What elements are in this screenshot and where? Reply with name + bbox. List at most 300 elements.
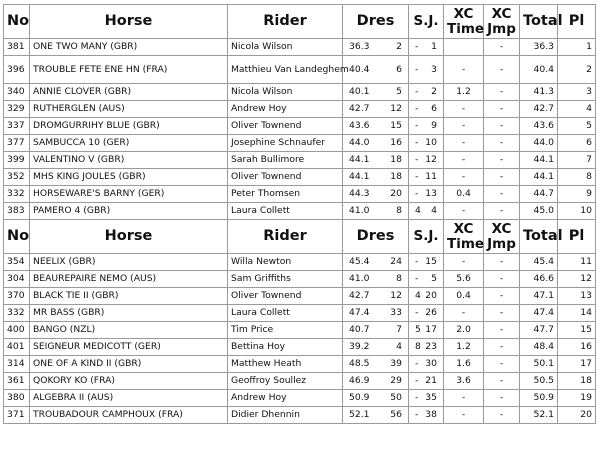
cell-rider: Geoffroy Soullez [228,373,343,390]
cell-dres-score: 48.5 [349,358,370,369]
cell-dres-rank: 20 [390,188,402,199]
cell-rider: Willa Newton [228,254,343,271]
cell-dres-score: 40.7 [349,324,370,335]
cell-pl: 8 [558,169,596,186]
cell-rider: Josephine Schnaufer [228,135,343,152]
cell-sj-rank: 35 [425,392,437,403]
cell-xc-time: - [444,254,484,271]
cell-dres-score: 45.4 [349,256,370,267]
header-sj: S.J. [409,5,444,39]
cell-horse: HORSEWARE'S BARNY (GER) [30,186,228,203]
cell-xc-time: - [444,390,484,407]
cell-horse: PAMERO 4 (GBR) [30,203,228,220]
cell-dres [343,322,409,339]
cell-dres-rank: 5 [396,86,402,97]
cell-dres-score: 41.0 [349,273,370,284]
cell-dres [343,39,409,56]
table-row [4,271,596,288]
cell-xc-time: - [444,203,484,220]
cell-sj-score: 4 [415,290,421,301]
cell-sj [409,254,444,271]
section1-header-row [4,5,596,39]
header-xc-time: XC Time [444,5,484,39]
cell-dres-score: 41.0 [349,205,370,216]
header-horse: Horse [30,220,228,254]
header-xc-jmp: XC Jmp [484,220,520,254]
results-table [3,4,596,424]
cell-total: 47.4 [520,305,558,322]
cell-dres [343,288,409,305]
cell-no: 380 [4,390,30,407]
cell-dres-rank: 56 [390,409,402,420]
cell-dres [343,339,409,356]
cell-sj-score: 5 [415,324,421,335]
cell-no: 329 [4,101,30,118]
cell-no: 401 [4,339,30,356]
cell-total: 41.3 [520,84,558,101]
cell-total: 44.0 [520,135,558,152]
cell-dres-score: 46.9 [349,375,370,386]
cell-sj-score: - [415,375,419,386]
cell-rider: Didier Dhennin [228,407,343,424]
cell-xc-time: 1.2 [444,84,484,101]
header-pl: Pl [558,5,596,39]
table-row [4,101,596,118]
cell-dres [343,56,409,84]
cell-sj [409,390,444,407]
cell-sj-rank: 5 [431,273,437,284]
cell-horse: ANNIE CLOVER (GBR) [30,84,228,101]
table-row [4,152,596,169]
cell-xc-jmp: - [484,373,520,390]
cell-dres-rank: 8 [396,205,402,216]
cell-dres [343,84,409,101]
cell-no: 340 [4,84,30,101]
cell-dres [343,373,409,390]
cell-sj-score: - [415,392,419,403]
cell-total: 40.4 [520,56,558,84]
cell-total: 36.3 [520,39,558,56]
cell-sj [409,152,444,169]
header-xc-jmp: XC Jmp [484,5,520,39]
cell-dres-rank: 18 [390,171,402,182]
cell-xc-time: 1.6 [444,356,484,373]
cell-dres-score: 50.9 [349,392,370,403]
cell-sj-score: - [415,41,419,52]
cell-xc-jmp: - [484,339,520,356]
cell-xc-jmp: - [484,356,520,373]
cell-sj [409,339,444,356]
cell-xc-time: - [444,169,484,186]
cell-xc-jmp: - [484,288,520,305]
table-row [4,84,596,101]
cell-rider: Bettina Hoy [228,339,343,356]
cell-pl: 17 [558,356,596,373]
cell-pl: 20 [558,407,596,424]
cell-dres-rank: 29 [390,375,402,386]
cell-sj-score: - [415,154,419,165]
cell-sj-score: - [415,63,419,75]
cell-sj [409,373,444,390]
cell-dres [343,203,409,220]
cell-total: 47.7 [520,322,558,339]
cell-xc-time: 0.4 [444,186,484,203]
cell-horse: TROUBLE FETE ENE HN (FRA) [30,56,228,84]
cell-sj-rank: 13 [425,188,437,199]
header-sj: S.J. [409,220,444,254]
cell-dres-score: 44.1 [349,171,370,182]
cell-xc-time: 5.6 [444,271,484,288]
table-row [4,39,596,56]
cell-dres-score: 39.2 [349,341,370,352]
cell-horse: QOKORY KO (FRA) [30,373,228,390]
cell-xc-jmp: - [484,84,520,101]
cell-pl: 13 [558,288,596,305]
cell-rider: Oliver Townend [228,288,343,305]
cell-sj-score: - [415,256,419,267]
cell-dres [343,356,409,373]
cell-dres-rank: 8 [396,273,402,284]
table-row [4,390,596,407]
cell-pl: 12 [558,271,596,288]
cell-rider: Matthew Heath [228,356,343,373]
cell-sj-rank: 12 [425,154,437,165]
cell-xc-jmp: - [484,271,520,288]
cell-sj-rank: 3 [431,63,437,75]
cell-xc-jmp: - [484,390,520,407]
cell-sj [409,305,444,322]
header-rider: Rider [228,220,343,254]
cell-sj-rank: 1 [431,41,437,52]
cell-sj-score: - [415,103,419,114]
cell-sj-rank: 23 [425,341,437,352]
cell-horse: SAMBUCCA 10 (GER) [30,135,228,152]
cell-sj-rank: 4 [431,205,437,216]
cell-rider: Nicola Wilson [228,39,343,56]
cell-pl: 14 [558,305,596,322]
cell-dres-score: 36.3 [349,41,370,52]
cell-dres-score: 52.1 [349,409,370,420]
cell-xc-jmp: - [484,169,520,186]
cell-no: 304 [4,271,30,288]
cell-dres-score: 40.1 [349,86,370,97]
cell-xc-jmp: - [484,39,520,56]
cell-dres-score: 44.0 [349,137,370,148]
cell-sj-score: - [415,188,419,199]
cell-no: 361 [4,373,30,390]
cell-rider: Tim Price [228,322,343,339]
cell-no: 354 [4,254,30,271]
cell-total: 44.1 [520,169,558,186]
cell-total: 46.6 [520,271,558,288]
cell-total: 45.0 [520,203,558,220]
table-row [4,56,596,84]
cell-rider: Laura Collett [228,305,343,322]
cell-horse: MHS KING JOULES (GBR) [30,169,228,186]
cell-total: 44.7 [520,186,558,203]
cell-dres [343,135,409,152]
cell-total: 42.7 [520,101,558,118]
cell-sj-score: - [415,137,419,148]
cell-pl: 9 [558,186,596,203]
cell-no: 399 [4,152,30,169]
cell-no: 377 [4,135,30,152]
cell-no: 332 [4,186,30,203]
cell-xc-time [444,39,484,56]
cell-no: 352 [4,169,30,186]
cell-sj [409,407,444,424]
cell-dres-score: 40.4 [349,63,370,75]
cell-horse: BLACK TIE II (GBR) [30,288,228,305]
cell-no: 381 [4,39,30,56]
cell-sj-score: 8 [415,341,421,352]
cell-dres-score: 42.7 [349,103,370,114]
cell-dres-rank: 12 [390,290,402,301]
cell-sj-rank: 15 [425,256,437,267]
cell-total: 52.1 [520,407,558,424]
cell-rider: Laura Collett [228,203,343,220]
cell-xc-jmp: - [484,305,520,322]
cell-total: 45.4 [520,254,558,271]
cell-xc-jmp: - [484,56,520,84]
cell-pl: 18 [558,373,596,390]
cell-total: 50.5 [520,373,558,390]
cell-dres-rank: 24 [390,256,402,267]
cell-sj [409,56,444,84]
cell-rider: Matthieu Van Landeghem [228,56,343,84]
cell-dres [343,254,409,271]
cell-xc-jmp: - [484,407,520,424]
header-horse: Horse [30,5,228,39]
cell-horse: NEELIX (GBR) [30,254,228,271]
cell-total: 47.1 [520,288,558,305]
cell-sj [409,101,444,118]
cell-pl: 6 [558,135,596,152]
cell-pl: 16 [558,339,596,356]
cell-dres-rank: 7 [396,324,402,335]
cell-sj-rank: 6 [431,103,437,114]
cell-rider: Oliver Townend [228,118,343,135]
cell-sj-rank: 2 [431,86,437,97]
cell-rider: Nicola Wilson [228,84,343,101]
cell-dres [343,390,409,407]
cell-pl: 10 [558,203,596,220]
cell-horse: RUTHERGLEN (AUS) [30,101,228,118]
cell-sj-score: - [415,86,419,97]
cell-dres [343,305,409,322]
cell-sj-score: - [415,273,419,284]
cell-sj-rank: 38 [425,409,437,420]
table-row [4,373,596,390]
cell-dres [343,152,409,169]
header-xc-time: XC Time [444,220,484,254]
cell-xc-time: 0.4 [444,288,484,305]
cell-dres [343,101,409,118]
cell-xc-jmp: - [484,203,520,220]
cell-pl: 3 [558,84,596,101]
cell-pl: 5 [558,118,596,135]
cell-total: 50.9 [520,390,558,407]
cell-xc-jmp: - [484,101,520,118]
cell-horse: ONE TWO MANY (GBR) [30,39,228,56]
cell-dres [343,118,409,135]
cell-sj-score: - [415,307,419,318]
cell-no: 371 [4,407,30,424]
cell-dres-score: 47.4 [349,307,370,318]
cell-dres-rank: 12 [390,103,402,114]
cell-rider: Peter Thomsen [228,186,343,203]
cell-dres-score: 42.7 [349,290,370,301]
cell-xc-time: 1.2 [444,339,484,356]
cell-sj [409,356,444,373]
cell-xc-jmp: - [484,152,520,169]
cell-no: 314 [4,356,30,373]
cell-pl: 19 [558,390,596,407]
cell-pl: 2 [558,56,596,84]
cell-xc-jmp: - [484,322,520,339]
cell-sj-rank: 30 [425,358,437,369]
cell-dres [343,271,409,288]
cell-no: 383 [4,203,30,220]
cell-sj [409,169,444,186]
cell-dres-rank: 4 [396,341,402,352]
header-pl: Pl [558,220,596,254]
cell-xc-time: 2.0 [444,322,484,339]
cell-xc-time: - [444,135,484,152]
cell-sj [409,39,444,56]
cell-horse: SEIGNEUR MEDICOTT (GER) [30,339,228,356]
header-total: Total [520,5,558,39]
cell-horse: MR BASS (GBR) [30,305,228,322]
cell-no: 396 [4,56,30,84]
table-row [4,186,596,203]
cell-dres-rank: 2 [396,41,402,52]
cell-sj [409,186,444,203]
cell-dres [343,186,409,203]
cell-rider: Andrew Hoy [228,101,343,118]
cell-sj-rank: 26 [425,307,437,318]
cell-dres-rank: 33 [390,307,402,318]
header-dres: Dres [343,5,409,39]
cell-dres-score: 44.1 [349,154,370,165]
section2-header-row [4,220,596,254]
cell-xc-jmp: - [484,254,520,271]
cell-sj [409,271,444,288]
table-row [4,135,596,152]
cell-xc-time: 3.6 [444,373,484,390]
cell-dres-rank: 6 [396,63,402,75]
cell-no: 400 [4,322,30,339]
cell-pl: 7 [558,152,596,169]
cell-no: 370 [4,288,30,305]
cell-horse: DROMGURRIHY BLUE (GBR) [30,118,228,135]
cell-pl: 1 [558,39,596,56]
header-no: No [4,220,30,254]
cell-dres [343,407,409,424]
header-no: No [4,5,30,39]
cell-horse: BEAUREPAIRE NEMO (AUS) [30,271,228,288]
header-dres: Dres [343,220,409,254]
cell-no: 337 [4,118,30,135]
table-row [4,356,596,373]
table-row [4,339,596,356]
cell-sj-rank: 21 [425,375,437,386]
cell-sj-score: - [415,409,419,420]
cell-sj-score: - [415,120,419,131]
table-row [4,288,596,305]
table-row [4,118,596,135]
cell-dres-rank: 50 [390,392,402,403]
cell-xc-jmp: - [484,135,520,152]
cell-dres-rank: 39 [390,358,402,369]
table-row [4,322,596,339]
cell-sj-rank: 11 [425,171,437,182]
cell-horse: BANGO (NZL) [30,322,228,339]
cell-no: 332 [4,305,30,322]
cell-dres-score: 44.3 [349,188,370,199]
cell-xc-time: - [444,407,484,424]
cell-total: 43.6 [520,118,558,135]
table-row [4,169,596,186]
cell-sj [409,135,444,152]
cell-rider: Andrew Hoy [228,390,343,407]
cell-pl: 15 [558,322,596,339]
table-row [4,305,596,322]
cell-xc-time: - [444,101,484,118]
table-row [4,407,596,424]
cell-dres [343,169,409,186]
header-total: Total [520,220,558,254]
cell-xc-time: - [444,152,484,169]
cell-sj [409,118,444,135]
cell-xc-jmp: - [484,118,520,135]
cell-sj-rank: 10 [425,137,437,148]
cell-sj-score: 4 [415,205,421,216]
cell-sj-rank: 17 [425,324,437,335]
cell-dres-score: 43.6 [349,120,370,131]
cell-horse: ONE OF A KIND II (GBR) [30,356,228,373]
cell-sj [409,322,444,339]
table-row [4,203,596,220]
cell-sj [409,84,444,101]
cell-sj-rank: 9 [431,120,437,131]
cell-sj-score: - [415,171,419,182]
cell-xc-time: - [444,305,484,322]
cell-sj [409,203,444,220]
cell-horse: TROUBADOUR CAMPHOUX (FRA) [30,407,228,424]
cell-xc-jmp: - [484,186,520,203]
cell-horse: ALGEBRA II (AUS) [30,390,228,407]
cell-xc-time: - [444,56,484,84]
cell-pl: 11 [558,254,596,271]
cell-sj-rank: 20 [425,290,437,301]
cell-horse: VALENTINO V (GBR) [30,152,228,169]
cell-total: 44.1 [520,152,558,169]
cell-rider: Sarah Bullimore [228,152,343,169]
cell-pl: 4 [558,101,596,118]
header-rider: Rider [228,5,343,39]
cell-rider: Sam Griffiths [228,271,343,288]
cell-dres-rank: 16 [390,137,402,148]
cell-total: 48.4 [520,339,558,356]
table-row [4,254,596,271]
cell-sj-score: - [415,358,419,369]
cell-rider: Oliver Townend [228,169,343,186]
cell-total: 50.1 [520,356,558,373]
cell-xc-time: - [444,118,484,135]
cell-dres-rank: 18 [390,154,402,165]
cell-sj [409,288,444,305]
